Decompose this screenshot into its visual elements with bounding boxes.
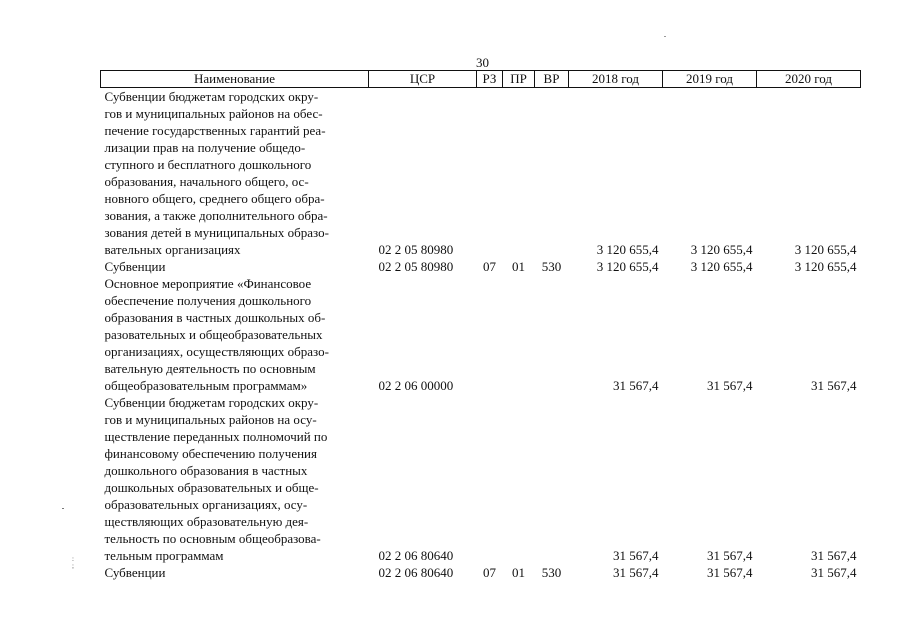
header-pr: ПР	[503, 71, 535, 88]
row-pr	[503, 275, 535, 394]
header-2019: 2019 год	[663, 71, 757, 88]
row-csr: 02 2 05 80980	[378, 242, 454, 257]
row-name: Субвенции бюджетам городских окру- гов и муниципальных районов на обес- печение государственных гарантий реа- лизации прав на получение общедо- ступного и бесплатного дошкольного образования, начального общего, ос- новного общего, среднего общего обра- зования, а также дополнительного обра- зования детей в муниципальных образо- вательных организациях	[104, 89, 329, 257]
row-2020: 31 567,4	[811, 378, 857, 393]
row-2018: 31 567,4	[613, 378, 659, 393]
table-header	[101, 71, 861, 88]
row-rz: 07	[483, 259, 496, 274]
row-name: Субвенции бюджетам городских окру- гов и муниципальных районов на осу- ществление переданных полномочий по финансовому обеспечению получения дошкольного образования в частных дошкольных образовательных и обще- образовательных организациях, осу- ществляющих образовательную дея- тельность по основным общеобразова- тельным программам	[104, 395, 328, 563]
header-row	[101, 71, 861, 88]
table-row	[101, 258, 861, 275]
row-2019: 3 120 655,4	[690, 259, 753, 274]
row-2020: 31 567,4	[811, 565, 857, 580]
budget-table	[100, 70, 861, 581]
scan-margin-marks: : ;	[72, 555, 74, 570]
table-row	[101, 88, 861, 259]
row-2018: 3 120 655,4	[596, 259, 659, 274]
header-csr: ЦСР	[369, 71, 477, 88]
row-2018: 31 567,4	[613, 548, 659, 563]
row-2019: 3 120 655,4	[690, 242, 753, 257]
header-rz: РЗ	[477, 71, 503, 88]
row-2020: 31 567,4	[811, 548, 857, 563]
row-vr: 530	[541, 565, 562, 580]
header-vr: ВР	[535, 71, 569, 88]
header-2018: 2018 год	[569, 71, 663, 88]
header-2020: 2020 год	[757, 71, 861, 88]
row-pr	[503, 394, 535, 564]
row-vr: 530	[541, 259, 562, 274]
row-csr: 02 2 06 80640	[378, 565, 454, 580]
row-name: Основное мероприятие «Финансовое обеспечение получения дошкольного образования в частных дошкольных об- разовательных и общеобразовательных организациях, осуществляющих образо- вательную деятельность по основным общеобразовательным программам»	[104, 276, 329, 393]
row-pr: 01	[512, 259, 525, 274]
header-name: Наименование	[101, 71, 369, 88]
table-body	[101, 88, 861, 582]
row-rz	[477, 394, 503, 564]
row-name: Субвенции	[104, 259, 166, 274]
row-2019: 31 567,4	[707, 565, 753, 580]
row-vr	[535, 275, 569, 394]
scan-speck	[664, 36, 666, 37]
row-rz	[477, 88, 503, 259]
row-pr	[503, 88, 535, 259]
row-csr: 02 2 06 80640	[378, 548, 454, 563]
table-row	[101, 394, 861, 564]
row-2018: 3 120 655,4	[596, 242, 659, 257]
row-2018: 31 567,4	[613, 565, 659, 580]
row-vr	[535, 88, 569, 259]
row-2020: 3 120 655,4	[794, 242, 857, 257]
row-pr: 01	[512, 565, 525, 580]
page-number: 30	[476, 55, 489, 70]
row-csr: 02 2 06 00000	[378, 378, 454, 393]
row-vr	[535, 394, 569, 564]
row-csr: 02 2 05 80980	[378, 259, 454, 274]
table-row	[101, 564, 861, 581]
row-2020: 3 120 655,4	[794, 259, 857, 274]
table-row	[101, 275, 861, 394]
row-rz	[477, 275, 503, 394]
row-2019: 31 567,4	[707, 378, 753, 393]
row-2019: 31 567,4	[707, 548, 753, 563]
row-rz: 07	[483, 565, 496, 580]
row-name: Субвенции	[104, 565, 166, 580]
scan-speck	[62, 508, 64, 509]
